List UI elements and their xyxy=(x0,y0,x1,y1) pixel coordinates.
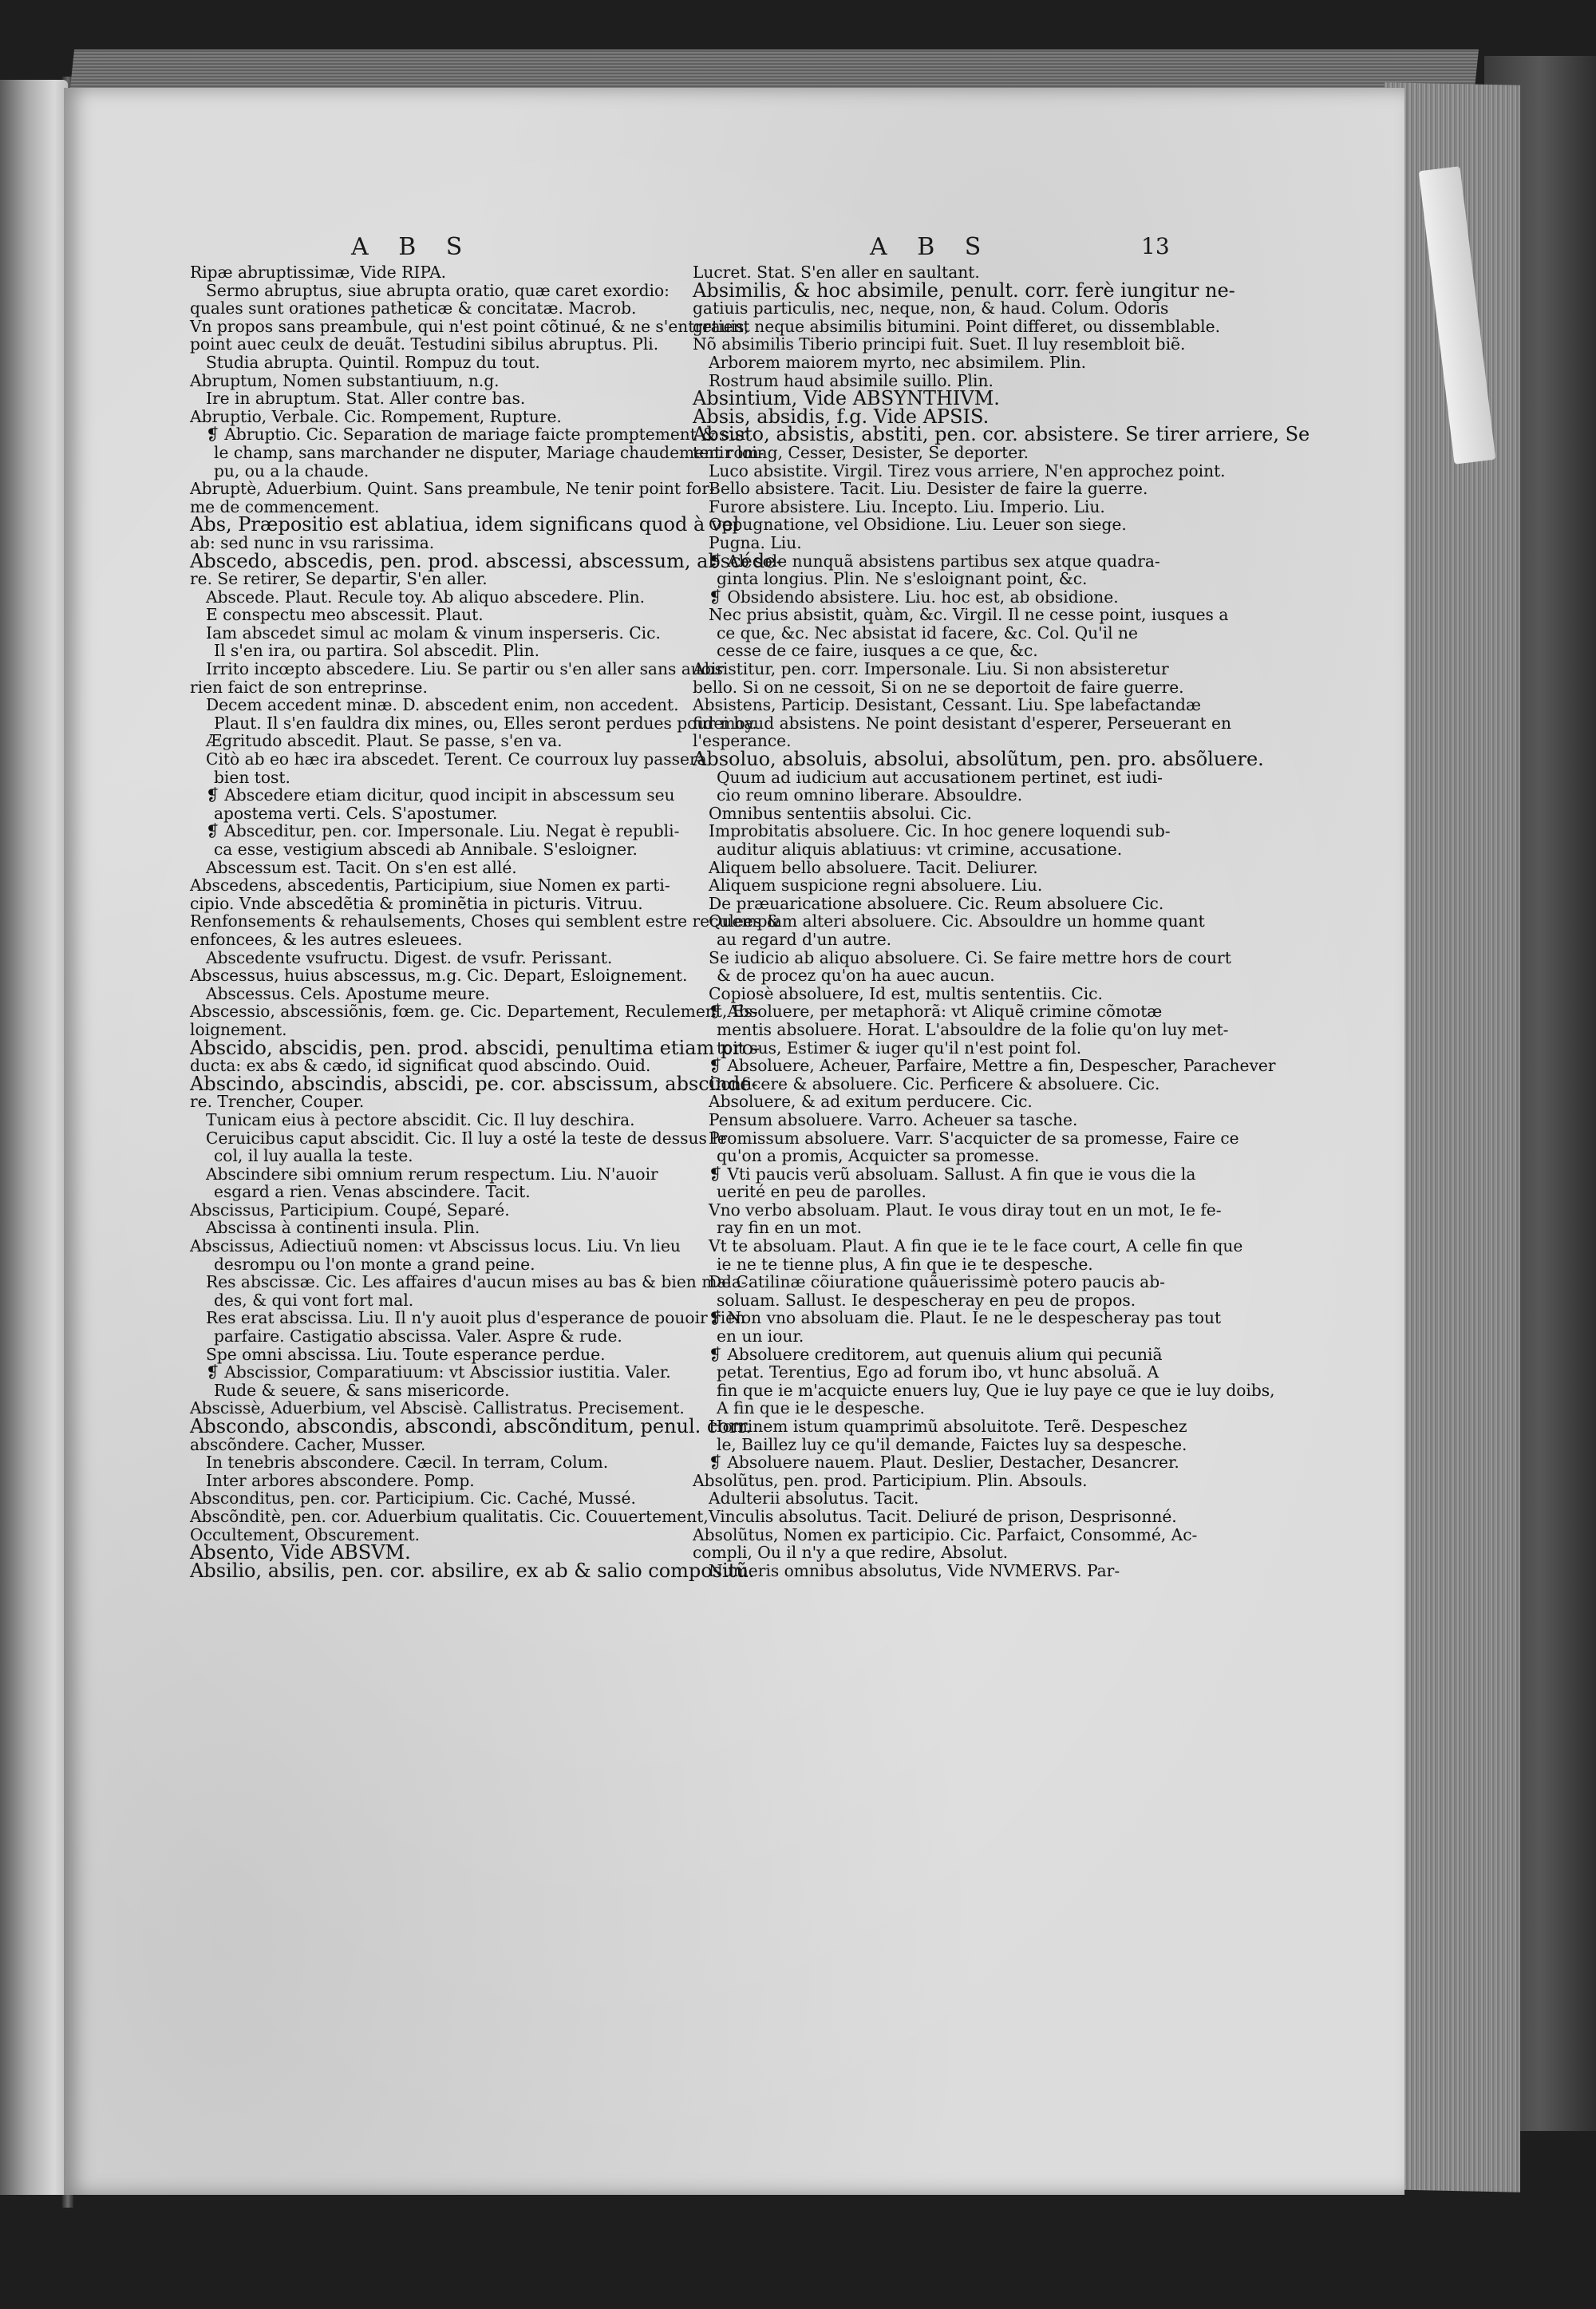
dictionary-line: ray fin en un mot. xyxy=(717,1218,863,1238)
dictionary-line: Abruptè, Aduerbium. Quint. Sans preambule, Ne tenir point for- xyxy=(190,479,715,499)
dictionary-line: apostema verti. Cels. S'apostumer. xyxy=(214,803,498,823)
dictionary-line: Adulterii absolutus. Tacit. xyxy=(709,1489,919,1508)
dictionary-line: Quempiam alteri absoluere. Cic. Absouldre un homme quant xyxy=(709,911,1205,931)
dictionary-line: Pensum absoluere. Varro. Acheuer sa tasche. xyxy=(709,1109,1078,1129)
dictionary-line: ❡ Absceditur, pen. cor. Impersonale. Liu. Negat è republi- xyxy=(206,821,680,841)
dictionary-line: fin que ie m'acquicte enuers luy, Que ie luy paye ce que ie luy doibs, xyxy=(717,1380,1275,1400)
dictionary-line: ducta: ex abs & cædo, id significat quod abscindo. Ouid. xyxy=(190,1056,651,1076)
dictionary-line: col, il luy aualla la teste. xyxy=(214,1146,413,1166)
dictionary-line: des, & qui vont fort mal. xyxy=(214,1290,414,1310)
dictionary-line: enfoncees, & les autres esleuees. xyxy=(190,929,463,949)
dictionary-line: ❡ Obsidendo absistere. Liu. hoc est, ab obsidione. xyxy=(709,587,1119,607)
dictionary-line: Conficere & absoluere. Cic. Perficere & absoluere. Cic. xyxy=(709,1073,1160,1093)
dictionary-line: ❡ Absoluere, Acheuer, Parfaire, Mettre a fin, Despescher, Parachever xyxy=(709,1056,1276,1076)
dictionary-line: Abscessus. Cels. Apostume meure. xyxy=(206,983,490,1003)
dictionary-line: mentis absoluere. Horat. L'absouldre de la folie qu'on luy met- xyxy=(717,1019,1229,1039)
dictionary-line: Renfonsements & rehaulsements, Choses qui semblent estre reculees & xyxy=(190,911,781,931)
dictionary-line: auditur aliquis ablatiuus: vt crimine, accusatione. xyxy=(717,840,1123,859)
dictionary-line: loignement. xyxy=(190,1019,287,1039)
dictionary-line: Irrito incœpto abscedere. Liu. Se partir ou s'en aller sans auoir xyxy=(206,659,725,679)
dictionary-line: Studia abrupta. Quintil. Rompuz du tout. xyxy=(206,352,540,372)
dictionary-line: abscõndere. Cacher, Musser. xyxy=(190,1434,426,1454)
facing-page-edge xyxy=(0,80,68,2195)
dictionary-line: Abruptum, Nomen substantiuum, n.g. xyxy=(190,370,500,390)
dictionary-line: Inter arbores abscondere. Pomp. xyxy=(206,1470,475,1490)
dictionary-line: Res erat abscissa. Liu. Il n'y auoit plus d'esperance de pouoir rien xyxy=(206,1308,746,1328)
dictionary-line: Abs, Præpositio est ablatiua, idem significans quod à vel xyxy=(190,513,740,536)
dictionary-line: ab: sed nunc in vsu rarissima. xyxy=(190,532,435,552)
dictionary-line: Absolũtus, Nomen ex participio. Cic. Parfaict, Consommé, Ac- xyxy=(693,1524,1198,1544)
dictionary-line: desrompu ou l'on monte a grand peine. xyxy=(214,1254,535,1274)
dictionary-line: ca esse, vestigium abscedi ab Annibale. S'esloigner. xyxy=(214,840,638,859)
dictionary-line: esgard a rien. Venas abscindere. Tacit. xyxy=(214,1182,531,1202)
dictionary-line: Ire in abruptum. Stat. Aller contre bas. xyxy=(206,389,526,409)
dictionary-line: Aliquem bello absoluere. Tacit. Deliurer. xyxy=(709,857,1038,877)
dictionary-line: Decem accedent minæ. D. abscedent enim, non accedent. xyxy=(206,695,679,715)
dictionary-line: Abscissè, Aduerbium, vel Abscisè. Callistratus. Precisement. xyxy=(190,1398,685,1418)
dictionary-line: ❡ Non vno absoluam die. Plaut. Ie ne le despescheray pas tout xyxy=(709,1308,1222,1328)
dictionary-line: Aliquem suspicione regni absoluere. Liu. xyxy=(709,876,1043,896)
dictionary-line: tenir loing, Cesser, Desister, Se deporter. xyxy=(693,442,1029,462)
dictionary-line: grauis, neque absimilis bitumini. Point differet, ou dissemblable. xyxy=(693,316,1220,336)
dictionary-line: Abscede. Plaut. Recule toy. Ab aliquo abscedere. Plin. xyxy=(206,587,646,607)
dictionary-line: Abscedente vsufructu. Digest. de vsufr. Perissant. xyxy=(206,947,613,967)
dictionary-line: ❡ Abruptio. Cic. Separation de mariage faicte promptement & sur xyxy=(206,425,748,445)
dictionary-line: ❡ Abscissior, Comparatiuum: vt Abscissior iustitia. Valer. xyxy=(206,1362,671,1382)
dictionary-line: Improbitatis absoluere. Cic. In hoc genere loquendi sub- xyxy=(709,821,1171,841)
dictionary-line: ❡ Absoluere creditorem, aut quenuis alium qui pecuniã xyxy=(709,1344,1163,1364)
dictionary-line: Absoluo, absoluis, absolui, absolũtum, pen. pro. absõluere. xyxy=(693,748,1264,771)
dictionary-line: au regard d'un autre. xyxy=(717,929,892,949)
dictionary-line: Vinculis absolutus. Tacit. Deliuré de prison, Desprisonné. xyxy=(709,1506,1177,1526)
dictionary-line: qu'on a promis, Acquicter sa promesse. xyxy=(717,1146,1040,1166)
dictionary-line: Numeris omnibus absolutus, Vide NVMERVS. Par- xyxy=(709,1560,1120,1580)
dictionary-line: ❡ Abscedere etiam dicitur, quod incipit in abscessum seu xyxy=(206,785,675,805)
dictionary-line: Iam abscedet simul ac molam & vinum insperseris. Cic. xyxy=(206,623,661,642)
dictionary-line: le champ, sans marchander ne disputer, Mariage chaudement rom- xyxy=(214,442,764,462)
running-head-right: A B S xyxy=(870,233,993,261)
dictionary-line: Sermo abruptus, siue abrupta oratio, quæ caret exordio: xyxy=(206,280,670,300)
dictionary-line: ie ne te tienne plus, A fin que ie te despesche. xyxy=(717,1254,1093,1274)
dictionary-line: A fin que ie le despesche. xyxy=(717,1398,925,1418)
dictionary-line: bello. Si on ne cessoit, Si on ne se deportoit de faire guerre. xyxy=(693,677,1184,697)
dictionary-line: Ripæ abruptissimæ, Vide RIPA. xyxy=(190,263,447,282)
dictionary-line: De præuaricatione absoluere. Cic. Reum absoluere Cic. xyxy=(709,893,1164,913)
dictionary-line: Omnibus sententiis absolui. Cic. xyxy=(709,803,972,823)
dictionary-line: Quum ad iudicium aut accusationem pertinet, est iudi- xyxy=(717,767,1163,787)
dictionary-line: Absento, Vide ABSVM. xyxy=(190,1541,411,1564)
dictionary-line: ❡ Ab sole nunquã absistens partibus sex atque quadra- xyxy=(709,551,1160,571)
dictionary-line: E conspectu meo abscessit. Plaut. xyxy=(206,605,484,625)
dictionary-line: ginta longius. Plin. Ne s'esloignant point, &c. xyxy=(717,569,1088,589)
dictionary-line: quales sunt orationes patheticæ & concitatæ. Macrob. xyxy=(190,299,637,318)
dictionary-line: Pugna. Liu. xyxy=(709,532,802,552)
dictionary-line: Tunicam eius à pectore abscidit. Cic. Il luy deschira. xyxy=(206,1109,635,1129)
dictionary-line: toit sus, Estimer & iuger qu'il n'est point fol. xyxy=(717,1038,1082,1058)
dictionary-line: Abscedens, abscedentis, Participium, siue Nomen ex parti- xyxy=(190,876,670,896)
dictionary-line: Absoluere, & ad exitum perducere. Cic. xyxy=(709,1092,1033,1112)
dictionary-line: Plaut. Il s'en fauldra dix mines, ou, Elles seront perdues pour moy. xyxy=(214,713,757,733)
dictionary-line: Abruptio, Verbale. Cic. Rompement, Rupture. xyxy=(190,406,562,426)
dictionary-line: le, Baillez luy ce qu'il demande, Faictes luy sa despesche. xyxy=(717,1434,1187,1454)
dictionary-line: Abscessio, abscessiõnis, fœm. ge. Cic. Departement, Reculement, Es- xyxy=(190,1002,758,1022)
dictionary-line: Absistitur, pen. corr. Impersonale. Liu. Si non absisteretur xyxy=(693,659,1169,679)
dictionary-line: me de commencement. xyxy=(190,496,380,516)
dictionary-line: Occultement, Obscurement. xyxy=(190,1524,421,1544)
dictionary-line: Copiosè absoluere, Id est, multis sententiis. Cic. xyxy=(709,983,1103,1003)
dictionary-line: gatiuis particulis, nec, neque, non, & haud. Colum. Odoris xyxy=(693,299,1169,318)
dictionary-line: Hominem istum quamprimũ absoluitote. Terẽ. Despeschez xyxy=(709,1417,1187,1436)
dictionary-line: Ceruicibus caput abscidit. Cic. Il luy a osté la teste de dessus le xyxy=(206,1128,727,1148)
dictionary-line: Abscindere sibi omnium rerum respectum. Liu. N'auoir xyxy=(206,1164,658,1184)
dictionary-line: Abscissa à continenti insula. Plin. xyxy=(206,1218,480,1238)
dictionary-line: Abscedo, abscedis, pen. prod. abscessi, abscessum, abscéde- xyxy=(190,549,783,572)
dictionary-line: Nec prius absistit, quàm, &c. Virgil. Il ne cesse point, iusques a xyxy=(709,605,1229,625)
right-column xyxy=(693,263,1310,1580)
dictionary-line: cipio. Vnde abscedẽtia & prominẽtia in picturis. Vitruu. xyxy=(190,893,643,913)
dictionary-line: en un iour. xyxy=(717,1326,804,1346)
dictionary-line: Citò ab eo hæc ira abscedet. Terent. Ce courroux luy passera xyxy=(206,749,707,769)
dictionary-line: Ægritudo abscedit. Plaut. Se passe, s'en va. xyxy=(206,731,563,751)
dictionary-line: Absolũtus, pen. prod. Participium. Plin. Absouls. xyxy=(693,1470,1088,1490)
dictionary-line: ❡ Vti paucis verũ absoluam. Sallust. A fin que ie vous die la xyxy=(709,1164,1196,1184)
dictionary-line: cio reum omnino liberare. Absouldre. xyxy=(717,785,1023,805)
dictionary-line: Absis, absidis, f.g. Vide APSIS. xyxy=(693,405,990,428)
dictionary-line: cesse de ce faire, iusques a ce que, &c. xyxy=(717,641,1038,661)
running-head-left: A B S xyxy=(351,233,474,261)
dictionary-line: Arborem maiorem myrto, nec absimilem. Plin. xyxy=(709,352,1087,372)
dictionary-line: De Catilinæ cõiuratione quãuerissimè potero paucis ab- xyxy=(709,1272,1165,1292)
dictionary-line: Absisto, absistis, abstiti, pen. cor. absistere. Se tirer arriere, Se xyxy=(693,423,1310,446)
dictionary-line: Abscindo, abscindis, abscidi, pe. cor. abscissum, abscinde- xyxy=(190,1072,758,1095)
dictionary-line: pu, ou a la chaude. xyxy=(214,461,369,480)
dictionary-line: Absilio, absilis, pen. cor. absilire, ex ab & salio compositũ. xyxy=(190,1559,755,1582)
dictionary-line: Absimilis, & hoc absimile, penult. corr. ferè iungitur ne- xyxy=(693,279,1235,302)
dictionary-line: Abscido, abscidis, pen. prod. abscidi, penultima etiam pro- xyxy=(190,1036,760,1059)
dictionary-line: Luco absistite. Virgil. Tirez vous arriere, N'en approchez point. xyxy=(709,461,1226,480)
dictionary-line: compli, Ou il n'y a que redire, Absolut. xyxy=(693,1543,1009,1563)
dictionary-line: Vt te absoluam. Plaut. A fin que ie te le face court, A celle fin que xyxy=(709,1236,1243,1256)
dictionary-line: Vno verbo absoluam. Plaut. Ie vous diray tout en un mot, Ie fe- xyxy=(709,1200,1222,1220)
dictionary-line: Absintium, Vide ABSYNTHIVM. xyxy=(693,387,1000,410)
dictionary-line: Oppugnatione, vel Obsidione. Liu. Leuer son siege. xyxy=(709,515,1127,535)
dictionary-line: Res abscissæ. Cic. Les affaires d'aucun mises au bas & bien mala- xyxy=(206,1272,747,1292)
dictionary-line: fidei haud absistens. Ne point desistant d'esperer, Perseuerant en xyxy=(693,713,1231,733)
dictionary-line: re. Se retirer, Se departir, S'en aller. xyxy=(190,569,488,589)
dictionary-line: ❡ Absoluere, per metaphorã: vt Aliquẽ crimine cõmotæ xyxy=(709,1002,1163,1022)
dictionary-line: Lucret. Stat. S'en aller en saultant. xyxy=(693,263,980,282)
dictionary-line: Abscondo, abscondis, abscondi, abscõnditum, penul. corr. xyxy=(190,1415,752,1437)
dictionary-line: Vn propos sans preambule, qui n'est point cõtinué, & ne s'entretient xyxy=(190,316,750,336)
dictionary-line: ❡ Absoluere nauem. Plaut. Deslier, Destacher, Desancrer. xyxy=(709,1453,1179,1473)
dictionary-line: re. Trencher, Couper. xyxy=(190,1092,365,1112)
dictionary-line: Abscessum est. Tacit. On s'en est allé. xyxy=(206,857,517,877)
dictionary-line: Promissum absoluere. Varr. S'acquicter de sa promesse, Faire ce xyxy=(709,1128,1239,1148)
dictionary-line: & de procez qu'on ha auec aucun. xyxy=(717,966,995,986)
dictionary-line: soluam. Sallust. Ie despescheray en peu de propos. xyxy=(717,1290,1136,1310)
dictionary-line: Bello absistere. Tacit. Liu. Desister de faire la guerre. xyxy=(709,479,1148,499)
dictionary-line: Abscissus, Participium. Coupé, Separé. xyxy=(190,1200,510,1220)
dictionary-line: Rostrum haud absimile suillo. Plin. xyxy=(709,370,994,390)
page-number: 13 xyxy=(1141,233,1170,259)
dictionary-line: petat. Terentius, Ego ad forum ibo, vt hunc absoluã. A xyxy=(717,1362,1159,1382)
dictionary-line: Absistens, Particip. Desistant, Cessant. Liu. Spe labefactandæ xyxy=(693,695,1201,715)
dictionary-line: Spe omni abscissa. Liu. Toute esperance perdue. xyxy=(206,1344,606,1364)
dictionary-line: parfaire. Castigatio abscissa. Valer. Aspre & rude. xyxy=(214,1326,622,1346)
dictionary-line: Abscõnditè, pen. cor. Aduerbium qualitatis. Cic. Couuertement, xyxy=(190,1506,709,1526)
dictionary-line: uerité en peu de parolles. xyxy=(717,1182,926,1202)
dictionary-line: point auec ceulx de deuãt. Testudini sibilus abruptus. Pli. xyxy=(190,334,659,354)
dictionary-line: Rude & seuere, & sans misericorde. xyxy=(214,1380,510,1400)
dictionary-line: Absconditus, pen. cor. Participium. Cic. Caché, Mussé. xyxy=(190,1489,636,1508)
dictionary-line: l'esperance. xyxy=(693,731,792,751)
dictionary-line: Nõ absimilis Tiberio principi fuit. Suet. Il luy resembloit biẽ. xyxy=(693,334,1186,354)
dictionary-line: rien faict de son entreprinse. xyxy=(190,677,428,697)
dictionary-line: Abscessus, huius abscessus, m.g. Cic. Depart, Esloignement. xyxy=(190,966,688,986)
dictionary-line: Furore absistere. Liu. Incepto. Liu. Imperio. Liu. xyxy=(709,496,1105,516)
dictionary-line: ce que, &c. Nec absistat id facere, &c. Col. Qu'il ne xyxy=(717,623,1138,642)
dictionary-line: Il s'en ira, ou partira. Sol abscedit. Plin. xyxy=(214,641,540,661)
dictionary-line: bien tost. xyxy=(214,767,290,787)
dictionary-line: Se iudicio ab aliquo absoluere. Ci. Se faire mettre hors de court xyxy=(709,947,1231,967)
dictionary-line: Abscissus, Adiectiuũ nomen: vt Abscissus locus. Liu. Vn lieu xyxy=(190,1236,681,1256)
dictionary-line: In tenebris abscondere. Cæcil. In terram, Colum. xyxy=(206,1453,609,1473)
